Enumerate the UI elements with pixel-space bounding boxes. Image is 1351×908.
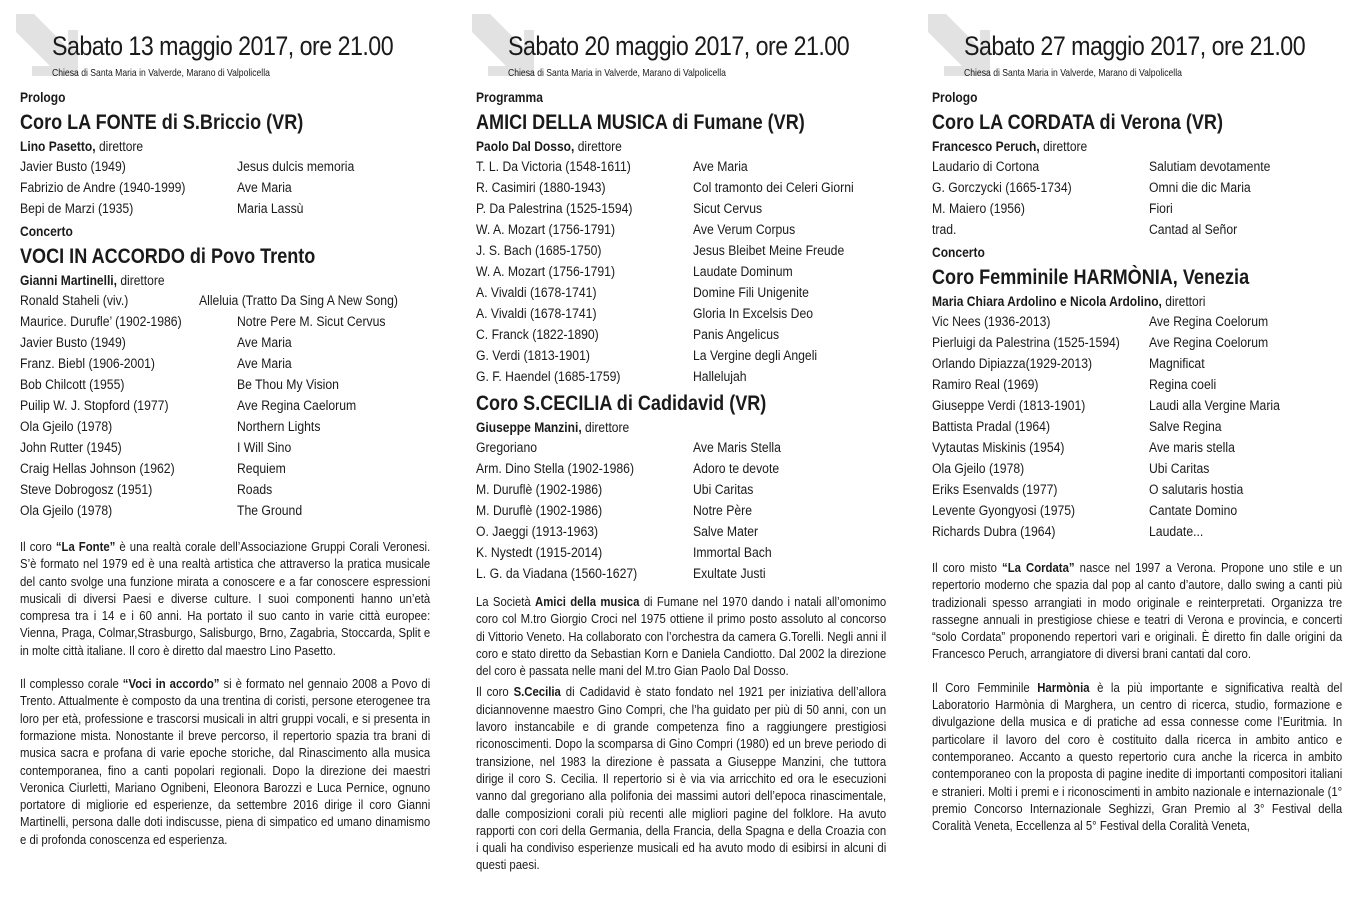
composer: Puilip W. J. Stopford (1977) [20,398,169,414]
director-role: direttori [1161,293,1206,309]
concert-venue: Chiesa di Santa Maria in Valverde, Marano di Valpolicella [964,67,1182,79]
piece-title: Panis Angelicus [693,327,780,343]
program-row [20,335,430,356]
composer: C. Franck (1822-1890) [476,327,599,343]
composer: Arm. Dino Stella (1902-1986) [476,461,635,477]
program-row [932,201,1342,222]
program-row [476,180,886,201]
program-list [932,159,1342,243]
choir-name: AMICI DELLA MUSICA di Fumane (VR) [476,111,805,134]
piece-title: Col tramonto dei Celeri Giorni [693,180,854,196]
program-row [932,356,1342,377]
program-list [932,314,1342,545]
program-row [932,314,1342,335]
composer: Javier Busto (1949) [20,335,126,351]
piece-title: Ave Regina Coelorum [1149,314,1269,330]
program-row [476,285,886,306]
piece-title: Gloria In Excelsis Deo [693,306,814,322]
director-role: direttore [117,272,165,288]
piece-title: Ave Regina Coelorum [1149,335,1269,351]
composer: Vic Nees (1936-2013) [932,314,1051,330]
composer: R. Casimiri (1880-1943) [476,180,606,196]
piece-title: The Ground [237,503,303,519]
composer: Eriks Esenvalds (1977) [932,482,1058,498]
section-heading: Prologo [20,89,66,105]
composer: J. S. Bach (1685-1750) [476,243,602,259]
program-row [20,293,430,314]
piece-title: Ave Regina Caelorum [237,398,357,414]
composer: trad. [932,222,957,238]
composer: Laudario di Cortona [932,159,1040,175]
piece-title: Alleluia (Tratto Da Sing A New Song) [198,293,398,309]
piece-title: I Will Sino [237,440,292,456]
piece-title: Ave Maria [237,356,292,372]
composer: Javier Busto (1949) [20,159,126,175]
description-text: Il complesso corale [20,676,123,692]
description-choir-name: “La Cordata” [1002,560,1075,575]
composer: Pierluigi da Palestrina (1525-1594) [932,335,1120,351]
director-name: Lino Pasetto, [20,138,96,154]
description-text: Il coro misto [932,560,1003,575]
choir-description [20,675,430,848]
program-row [476,159,886,180]
concert-venue: Chiesa di Santa Maria in Valverde, Marano di Valpolicella [52,67,270,79]
program-row [476,306,886,327]
piece-title: Ave Maris Stella [693,440,781,456]
piece-title: Immortal Bach [693,545,772,561]
description-text: La Società [476,594,536,609]
program-list [476,159,886,390]
composer: Bepi de Marzi (1935) [20,201,134,217]
program-row [476,482,886,503]
description-choir-name: Amici della musica [535,594,640,609]
section-heading: Concerto [20,223,73,239]
program-row [20,503,430,524]
director-role: direttore [95,138,144,154]
program-row [20,180,430,201]
program-row [20,201,430,222]
piece-title: Ave Maria [237,335,292,351]
program-row [932,159,1342,180]
program-row [932,398,1342,419]
director-name: Francesco Peruch, [932,138,1040,154]
paragraph-gap [20,659,430,675]
program-row [476,348,886,369]
choir-name: Coro S.CECILIA di Cadidavid (VR) [476,392,767,415]
choir-description [476,593,886,679]
composer: Franz. Biebl (1906-2001) [20,356,155,372]
program-row [20,377,430,398]
program-row [476,201,886,222]
section-heading: Programma [476,89,543,105]
concert-date: Sabato 27 maggio 2017, ore 21.00 [964,31,1306,61]
piece-title: Ave Verum Corpus [693,222,796,238]
composer: Bob Chilcott (1955) [20,377,125,393]
program-row [20,440,430,461]
program-row [20,159,430,180]
composer: G. Gorczycki (1665-1734) [932,180,1072,196]
composer: W. A. Mozart (1756-1791) [476,264,616,280]
piece-title: Notre Pѐre [693,503,753,519]
paragraph-gap [932,663,1342,679]
composer: A. Vivaldi (1678-1741) [476,306,597,322]
program-list [476,440,886,587]
director-role: direttore [574,138,622,154]
composer: Ola Gjeilo (1978) [20,419,113,435]
concert-column-1 [12,0,432,908]
composer: Ronald Staheli (viv.) [20,293,129,309]
piece-title: Jesus dulcis memoria [237,159,355,175]
concert-column-3 [924,0,1344,908]
program-row [476,264,886,285]
composer: Ola Gjeilo (1978) [932,461,1025,477]
choir-description [476,683,886,873]
program-row [476,222,886,243]
piece-title: Domine Fili Unigenite [693,285,809,301]
piece-title: Ubi Caritas [693,482,754,498]
piece-title: Ave Maria [237,180,292,196]
program-row [476,524,886,545]
piece-title: Northern Lights [237,419,321,435]
section-heading: Concerto [932,244,985,260]
choir-director [476,138,829,159]
composer: Giuseppe Verdi (1813-1901) [932,398,1086,414]
director-role: direttore [1039,138,1088,154]
program-row [476,461,886,482]
concert-date: Sabato 13 maggio 2017, ore 21.00 [52,31,394,61]
piece-title: Maria Lassù [237,201,304,217]
choir-description [932,679,1342,835]
program-row [932,482,1342,503]
piece-title: Magnificat [1149,356,1205,372]
composer: L. G. da Viadana (1560-1627) [476,566,638,582]
program-row [932,335,1342,356]
program-row [20,419,430,440]
description-choir-name: S.Cecilia [513,684,561,700]
program-row [932,503,1342,524]
composer: Orlando Dipiazza(1929-2013) [932,356,1093,372]
choir-director [932,293,1285,314]
composer: Battista Pradal (1964) [932,419,1051,435]
description-text: di Cadidavid è stato fondato nel 1921 per iniziativa dell’allora diciannovenne maestro Gino Compri, che l’ha guidato per più di 50 anni, con un lavoro instancabile e di grande competenza fino a raggiungere prestigiosi riconoscimenti. Dopo la scomparsa di Gino Compri (1980) ed un breve periodo di transizione, nel 1983 la direzione è passata a Giuseppe Manzini, che tuttora dirige il coro S. Cecilia. Il repertorio si è via via arricchito ed ora le esecuzioni vanno dal gregoriano alla polifonia dei massimi autori dell’epoca rinascimentale, dalle composizioni corali più recenti alle migliori pagine del folklore. Ha avuto rapporti con cori della Germania, della Francia, della Spagna e della Croazia con i quali ha condiviso esperienze musicali ed ha avuto modo di esibirsi in alcuni di questi paesi. [476,684,887,873]
program-row [476,327,886,348]
spacer [932,545,1342,559]
composer: Ola Gjeilo (1978) [20,503,113,519]
program-row [476,503,886,524]
composer: M. Duruflè (1902-1986) [476,482,603,498]
program-row [20,482,430,503]
composer: K. Nystedt (1915-2014) [476,545,603,561]
description-choir-name: Harmònia [1037,679,1090,695]
composer: Steve Dobrogosz (1951) [20,482,153,498]
program-row [476,545,886,566]
piece-title: Laudate... [1149,524,1204,540]
choir-description [20,538,430,659]
program-body [476,88,886,874]
program-body [932,88,1342,834]
composer: Fabrizio de Andre (1940-1999) [20,180,186,196]
description-text: Il coro [20,539,56,554]
piece-title: Salutiam devotamente [1149,159,1271,175]
program-row [932,419,1342,440]
piece-title: La Vergine degli Angeli [693,348,818,364]
program-row [20,314,430,335]
composer: G. Verdi (1813-1901) [476,348,590,364]
piece-title: Jesus Bleibet Meine Freude [693,243,845,259]
choir-name: Coro LA FONTE di S.Briccio (VR) [20,111,304,134]
director-name: Giuseppe Manzini, [476,419,582,435]
program-row [932,377,1342,398]
composer: G. F. Haendel (1685-1759) [476,369,621,385]
piece-title: Salve Mater [693,524,759,540]
piece-title: Hallelujah [693,369,747,385]
description-text: è una realtà corale dell’Associazione Gruppi Corali Veronesi. S’è formato nel 1979 ed è una realtà artistica che attraverso la pratica musicale del canto svolge una funzione mirata a conoscere e a far conoscere espressioni musicali di diversi Paesi e diverse culture. I suoi componenti hanno un’età compresa tra i 14 e i 60 anni. Ha portato il suo canto in varie città europee: Vienna, Praga, Colmar,Strasburgo, Salisburgo, Brno, Zagabria, Stoccarda, Split e in molte città italiane. Il coro è diretto dal maestro Lino Pasetto. [20,539,431,658]
piece-title: Exultate Justi [693,566,766,582]
composer: T. L. Da Victoria (1548-1611) [476,159,631,175]
piece-title: O salutaris hostia [1149,482,1244,498]
choir-name: Coro Femminile HARMÒNIA, Venezia [932,266,1250,289]
director-name: Paolo Dal Dosso, [476,138,575,154]
piece-title: Notre Pere M. Sicut Cervus [237,314,386,330]
piece-title: Laudi alla Vergine Maria [1149,398,1280,414]
program-list [20,159,430,222]
program-row [20,356,430,377]
piece-title: Adoro te devote [693,461,780,477]
description-text: Il Coro Femminile [932,679,1038,695]
director-name: Gianni Martinelli, [20,272,118,288]
composer: Gregoriano [476,440,538,456]
description-text: è la più importante e significativa realtà del Laboratorio Harmònia di Marghera, un centro di ricerca, studio, formazione e divulgazione della musica e di pratiche ad essa connesse come l’Euritmia. In particolare il lavoro del coro è costituito dalla ricerca in ambito antico e contemporaneo. Accanto a questo repertorio cura anche la ricerca in ambito contemporaneo con la proposta di pagine inedite di importanti compositori italiani e stranieri. Molti i premi e i riconoscimenti in ambito nazionale e internazionale (1° premio Concorso Internazionale Seghizzi, Gran Premio al 3° Festival della Coralità Veneta, Eccellenza al 5° Festival della Coralità Veneta, [932,679,1343,834]
composer: Vytautas Miskinis (1954) [932,440,1065,456]
piece-title: Roads [237,482,273,498]
description-text: nasce nel 1997 a Verona. Propone uno stile e un repertorio moderno che spazia dal pop al canto d’autore, dallo swing a canti più tradizionali spesso arrangiati in modo originale e reinterpretati. Organizza tre rassegne annuali in prestigiose chiese e teatri di Verona e provincia, e concerti “solo Cordata” proponendo repertori vari e originali. È diretto fin dalle origini da Francesco Peruch, arrangiatore di diversi brani cantati dal coro. [932,560,1343,662]
concert-column-2 [468,0,888,908]
piece-title: Cantad al Señor [1149,222,1238,238]
description-text: di Fumane nel 1970 dando i natali all’omonimo coro col M.tro Giorgio Croci nel 1975 ottiene il primo posto assoluto al concorso di Vittorio Veneto. Ha collaborato con l’orchestra da camera G.Torelli. Negli anni il coro e stato diretto da Sebastian Korn e Daniela Candiotto. Dal 2002 la direzione del coro è passata nelle mani del M.tro Gian Paolo Dal Dosso. [476,594,887,679]
piece-title: Salve Regina [1149,419,1222,435]
program-list [20,293,430,524]
director-name: Maria Chiara Ardolino e Nicola Ardolino, [932,293,1162,309]
program-row [932,461,1342,482]
piece-title: Be Thou My Vision [237,377,339,393]
choir-director [476,419,829,440]
composer: M. Duruflè (1902-1986) [476,503,603,519]
program-row [932,180,1342,201]
program-body [20,88,430,848]
program-row [932,440,1342,461]
piece-title: Ave maris stella [1149,440,1235,456]
composer: Ramiro Real (1969) [932,377,1039,393]
choir-name: Coro LA CORDATA di Verona (VR) [932,111,1223,134]
description-choir-name: “Voci in accordo” [122,676,220,692]
choir-director [20,138,373,159]
piece-title: Requiem [237,461,286,477]
piece-title: Fiori [1149,201,1173,217]
program-row [476,369,886,390]
composer: P. Da Palestrina (1525-1594) [476,201,633,217]
piece-title: Laudate Dominum [693,264,793,280]
composer: M. Maiero (1956) [932,201,1025,217]
description-text: si è formato nel gennaio 2008 a Povo di Trento. Attualmente è composto da una trentina di coristi, persone eterogenee tra loro per età, professione e trascorsi musicali in altri gruppi vocali, e si presenta in formazione mista. Nonostante il breve percorso, il repertorio spazia tra brani di musica sacra e profana di varie epoche storiche, dal Rinascimento alla musica contemporanea, fino a canti popolari regionali. Dopo la direzione dei maestri Veronica Ciurletti, Mariano Ognibeni, Eleonora Barozzi e Luca Pernice, ognuno portatore di migliorie ed esperienze, da settembre 2016 dirige il coro Gianni Martinelli, persona dalle doti indiscusse, piena di simpatico ed umano dinamismo e di profonda conoscenza ed esperienza. [20,676,431,847]
piece-title: Sicut Cervus [693,201,763,217]
piece-title: Omni die dic Maria [1149,180,1251,196]
piece-title: Ubi Caritas [1149,461,1210,477]
program-row [932,222,1342,243]
program-row [476,243,886,264]
spacer [20,524,430,538]
concert-date: Sabato 20 maggio 2017, ore 21.00 [508,31,850,61]
composer: W. A. Mozart (1756-1791) [476,222,616,238]
concert-venue: Chiesa di Santa Maria in Valverde, Marano di Valpolicella [508,67,726,79]
composer: O. Jaeggi (1913-1963) [476,524,599,540]
choir-description [932,559,1342,663]
program-row [20,398,430,419]
program-row [476,566,886,587]
composer: A. Vivaldi (1678-1741) [476,285,597,301]
piece-title: Regina coeli [1149,377,1217,393]
composer: Levente Gyongyosi (1975) [932,503,1076,519]
description-choir-name: “La Fonte” [55,539,116,554]
piece-title: Cantate Domino [1149,503,1238,519]
section-heading: Prologo [932,89,978,105]
director-role: direttore [581,419,630,435]
piece-title: Ave Maria [693,159,748,175]
composer: John Rutter (1945) [20,440,122,456]
program-row [476,440,886,461]
description-text: Il coro [476,684,514,700]
program-row [932,524,1342,545]
composer: Maurice. Durufle’ (1902-1986) [20,314,182,330]
choir-name: VOCI IN ACCORDO di Povo Trento [20,245,316,268]
choir-director [932,138,1285,159]
composer: Craig Hellas Johnson (1962) [20,461,175,477]
composer: Richards Dubra (1964) [932,524,1056,540]
choir-director [20,272,373,293]
program-row [20,461,430,482]
